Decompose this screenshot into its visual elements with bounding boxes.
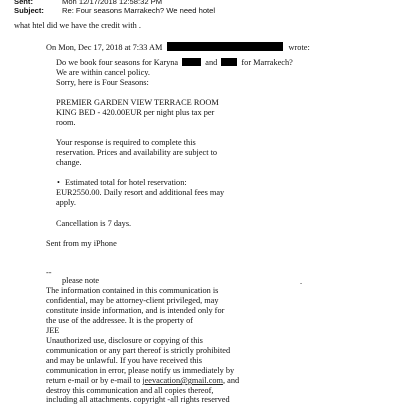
quoted-line-3: Sorry, here is Four Seasons: [56,78,149,87]
please-note: please note [62,276,100,285]
quoted-line-2: We are within cancel policy. [56,68,150,77]
quoted-text: and [205,58,218,67]
sent-from: Sent from my iPhone [46,239,117,248]
disclaimer-line: confidential, may be attorney-client privileged, may [46,296,219,305]
redaction-box [182,58,201,66]
room-line-1: PREMIER GARDEN VIEW TERRACE ROOM [56,98,219,107]
email-link[interactable]: jeevacation@gmail.com [142,376,223,385]
disclaimer-email-line [46,376,239,387]
disclaimer-line: JEE [46,326,60,335]
sent-label: Sent: [14,0,33,6]
quote-header [46,42,310,54]
disclaimer-line: destroy this communication and all copies thereof, [46,386,214,395]
disclaimer-line: constitute inside information, and is intended only for [46,306,225,315]
redaction-box [221,58,237,66]
response-line-1: Your response is required to complete this [56,138,196,147]
quoted-text: for Marrakech? [241,58,293,67]
disclaimer-line: including all attachments. copyright -all rights reserved [46,395,230,404]
subject-label: Subject: [14,6,44,15]
disclaimer-line: communication or any part thereof is strictly prohibited [46,346,231,355]
footer-dashes: -- [46,268,52,277]
room-line-2: KING BED - 420.00EUR per night plus tax per [56,108,215,117]
room-line-3: room. [56,118,76,127]
disclaimer-line: and may be unlawful. If you have received this [46,356,202,365]
quoted-line-1 [56,58,293,69]
bullet: • [57,178,60,187]
estimate-line-2: EUR2550.00. Daily resort and additional fees may [56,188,225,197]
response-line-2: reservation. Prices and availability are subject to [56,148,218,157]
estimate-line-1: Estimated total for hotel reservation: [65,178,187,187]
disclaimer-text: , and [222,376,240,385]
response-line-3: change. [56,158,82,167]
redaction-box [167,42,283,51]
disclaimer-line: communication in error, please notify us immediately by [46,366,235,375]
stray-dot: . [300,277,303,286]
quoted-text: Do we book four seasons for Karyna [56,58,179,67]
sent-value: Mon 12/17/2018 12:58:32 PM [62,0,163,6]
disclaimer-line: Unauthorized use, disclosure or copying of this [46,336,203,345]
quote-header-prefix: On Mon, Dec 17, 2018 at 7:33 AM [46,43,163,52]
subject-value: Re: Four seasons Marrakech? We need hotel [62,6,216,15]
disclaimer-line: the use of the addressee. It is the property of [46,316,193,325]
quote-header-suffix: wrote: [288,43,310,52]
disclaimer-text: return e-mail or by e-mail to [46,376,141,385]
estimate-line-3: apply. [56,198,76,207]
cancellation-line: Cancellation is 7 days. [56,219,132,228]
disclaimer-line: The information contained in this communication is [46,286,219,295]
reply-line: what htel did we have the credit with . [14,21,141,30]
